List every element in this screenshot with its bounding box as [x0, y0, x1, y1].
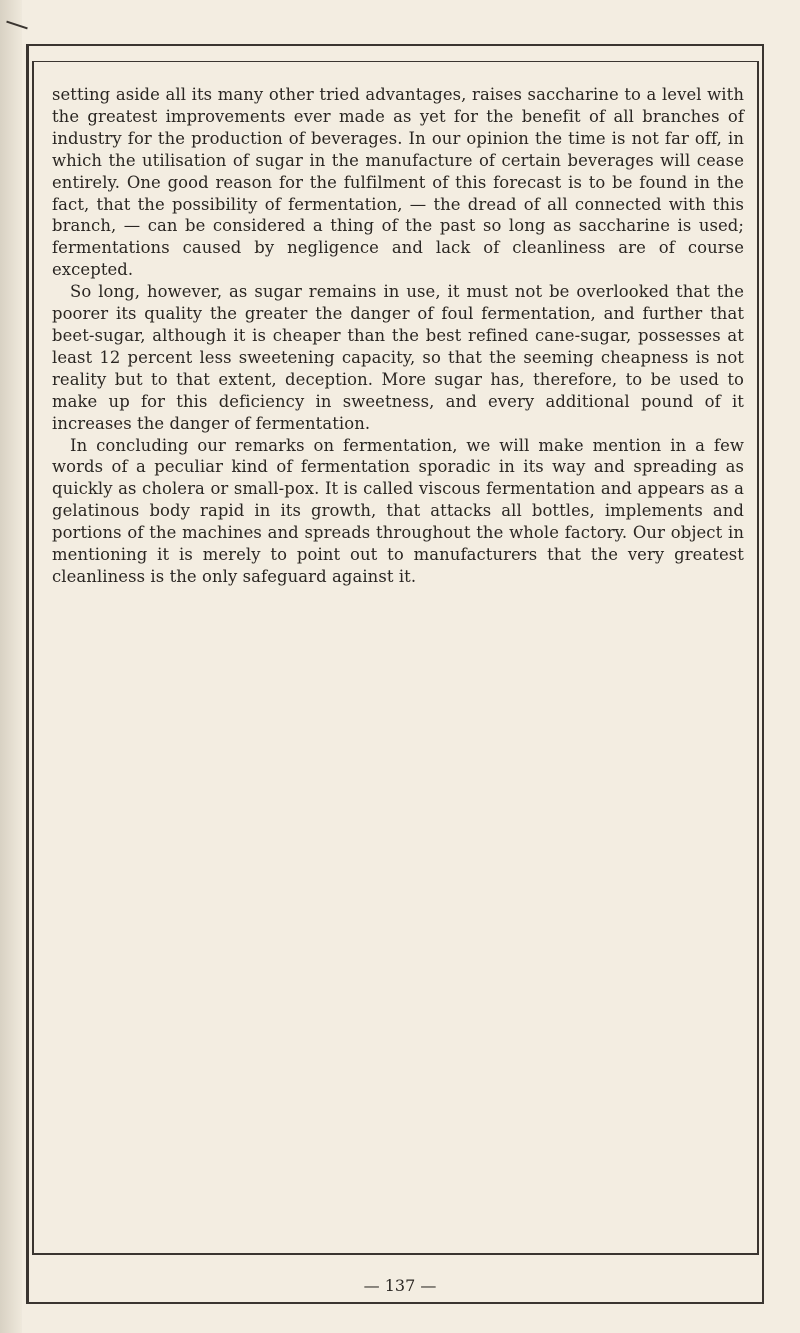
- page-left-edge: [0, 0, 22, 1333]
- page-number: — 137 —: [363, 1276, 437, 1295]
- body-text: [52, 84, 744, 588]
- paragraph-2: So long, however, as sugar remains in use, it must not be overlooked that the poorer its quality the greater the danger of foul fermentation, and further that beet-sugar, although it is cheaper than the best refined cane-sugar, possesses at least 12 percent less sweetening capacity, so that the seeming cheapness is not reality but to that extent, deception. More sugar has, therefore, to be used to make up for this deficiency in sweetness, and every additional pound of it increases the danger of fermentation.: [52, 282, 744, 433]
- paragraph-3: In concluding our remarks on fermentation, we will make mention in a few words of a peculiar kind of fermentation sporadic in its way and spreading as quickly as cholera or small-pox. It is called viscous fermentation and appears as a gelatinous body rapid in its growth, that attacks all bottles, implements and portions of the machines and spreads throughout the whole factory. Our object in mentioning it is merely to point out to manufacturers that the very greatest cleanliness is the only safeguard against it.: [52, 435, 744, 586]
- paragraph-1: setting aside all its many other tried advantages, raises saccharine to a level with the greatest improvements ever made as yet for the benefit of all branches of industry for the production of beverages. In our opinion the time is not far off, in which the utilisation of sugar in the manufacture of certain beverages will cease entirely. One good reason for the fulfilment of this forecast is to be found in the fact, that the possibility of fermentation, — the dread of all connected with this branch, — can be considered a thing of the past so long as saccharine is used; fermentations caused by negligence and lack of cleanliness are of course excepted.: [52, 85, 744, 280]
